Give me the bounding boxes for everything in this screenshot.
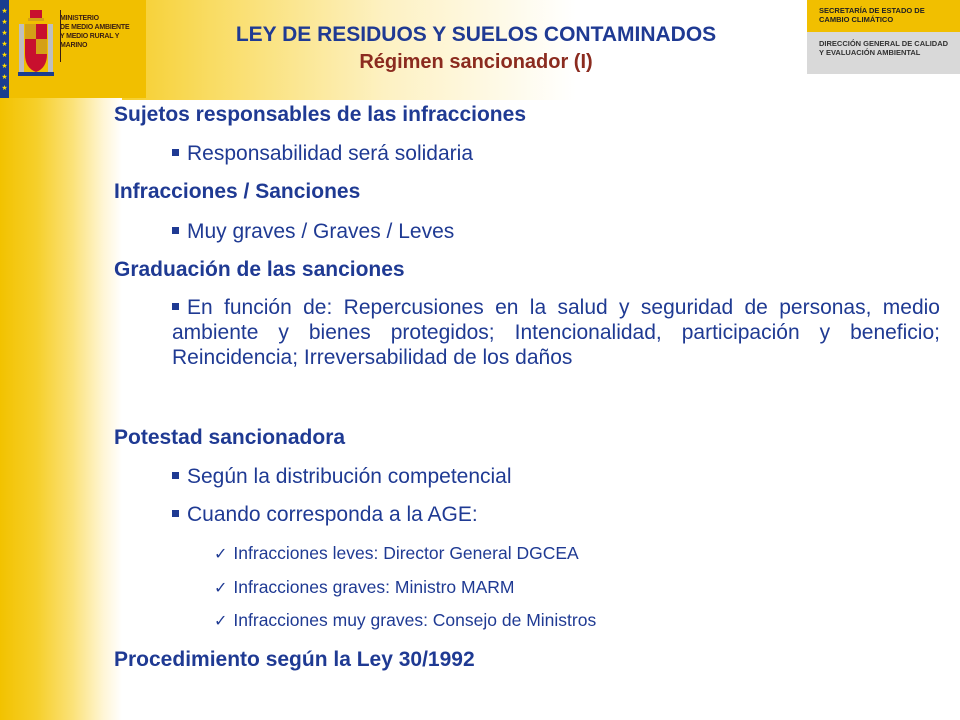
section-heading: Potestad sancionadora	[114, 426, 346, 449]
department-box	[807, 0, 960, 74]
ministry-logo	[0, 0, 146, 98]
sub-bullet-text: Infracciones muy graves: Consejo de Ministros	[233, 610, 597, 630]
bullet-text: Cuando corresponda a la AGE:	[187, 503, 478, 526]
square-bullet-icon	[172, 149, 179, 156]
square-bullet-icon	[172, 472, 179, 479]
sub-bullet-text: Infracciones leves: Director General DGCEA	[233, 543, 579, 563]
ministry-line-1: MINISTERIO	[60, 15, 99, 22]
bullet-item	[172, 141, 940, 166]
slide-subtitle: Régimen sancionador (I)	[359, 51, 593, 73]
bullet-item	[172, 502, 940, 527]
check-icon: ✓	[214, 613, 228, 630]
square-bullet-icon	[172, 227, 179, 234]
direccion-label: DIRECCIÓN GENERAL DE CALIDAD Y EVALUACIÓN AMBIENTAL	[819, 39, 949, 57]
section-heading: Sujetos responsables de las infracciones	[114, 103, 526, 126]
slide-title: LEY DE RESIDUOS Y SUELOS CONTAMINADOS	[235, 23, 717, 46]
bullet-text: Muy graves / Graves / Leves	[187, 220, 455, 243]
ministry-name	[60, 14, 146, 50]
sub-bullet-item	[214, 542, 579, 566]
bullet-item	[172, 295, 940, 370]
bullet-text: En función de: Repercusiones en la salud y seguridad de personas, medio ambiente y bienes protegidos; Intencionalidad, participación y beneficio; Reincidencia; Irreversabilidad de los daños	[172, 296, 940, 369]
ministry-line-3: Y MEDIO RURAL Y MARINO	[60, 33, 120, 49]
sub-bullet-item	[214, 609, 596, 633]
sub-bullet-text: Infracciones graves: Ministro MARM	[233, 577, 515, 597]
check-icon: ✓	[214, 546, 228, 563]
square-bullet-icon	[172, 510, 179, 517]
section-heading: Procedimiento según la Ley 30/1992	[114, 648, 475, 671]
ministry-line-2: DE MEDIO AMBIENTE	[60, 24, 130, 31]
eu-stars-icon: ★ ★ ★ ★ ★ ★ ★ ★	[1, 8, 8, 92]
coat-of-arms-icon	[16, 8, 56, 88]
bullet-text: Responsabilidad será solidaria	[187, 142, 474, 165]
bullet-text: Según la distribución competencial	[187, 465, 512, 488]
check-icon: ✓	[214, 580, 228, 597]
square-bullet-icon	[172, 303, 179, 310]
side-band	[0, 0, 122, 720]
bullet-item	[172, 219, 940, 244]
bullet-item	[172, 464, 940, 489]
section-heading: Infracciones / Sanciones	[114, 180, 361, 203]
secretaria-label: SECRETARÍA DE ESTADO DE CAMBIO CLIMÁTICO	[819, 6, 925, 24]
sub-bullet-item	[214, 576, 514, 600]
section-heading: Graduación de las sanciones	[114, 258, 405, 281]
